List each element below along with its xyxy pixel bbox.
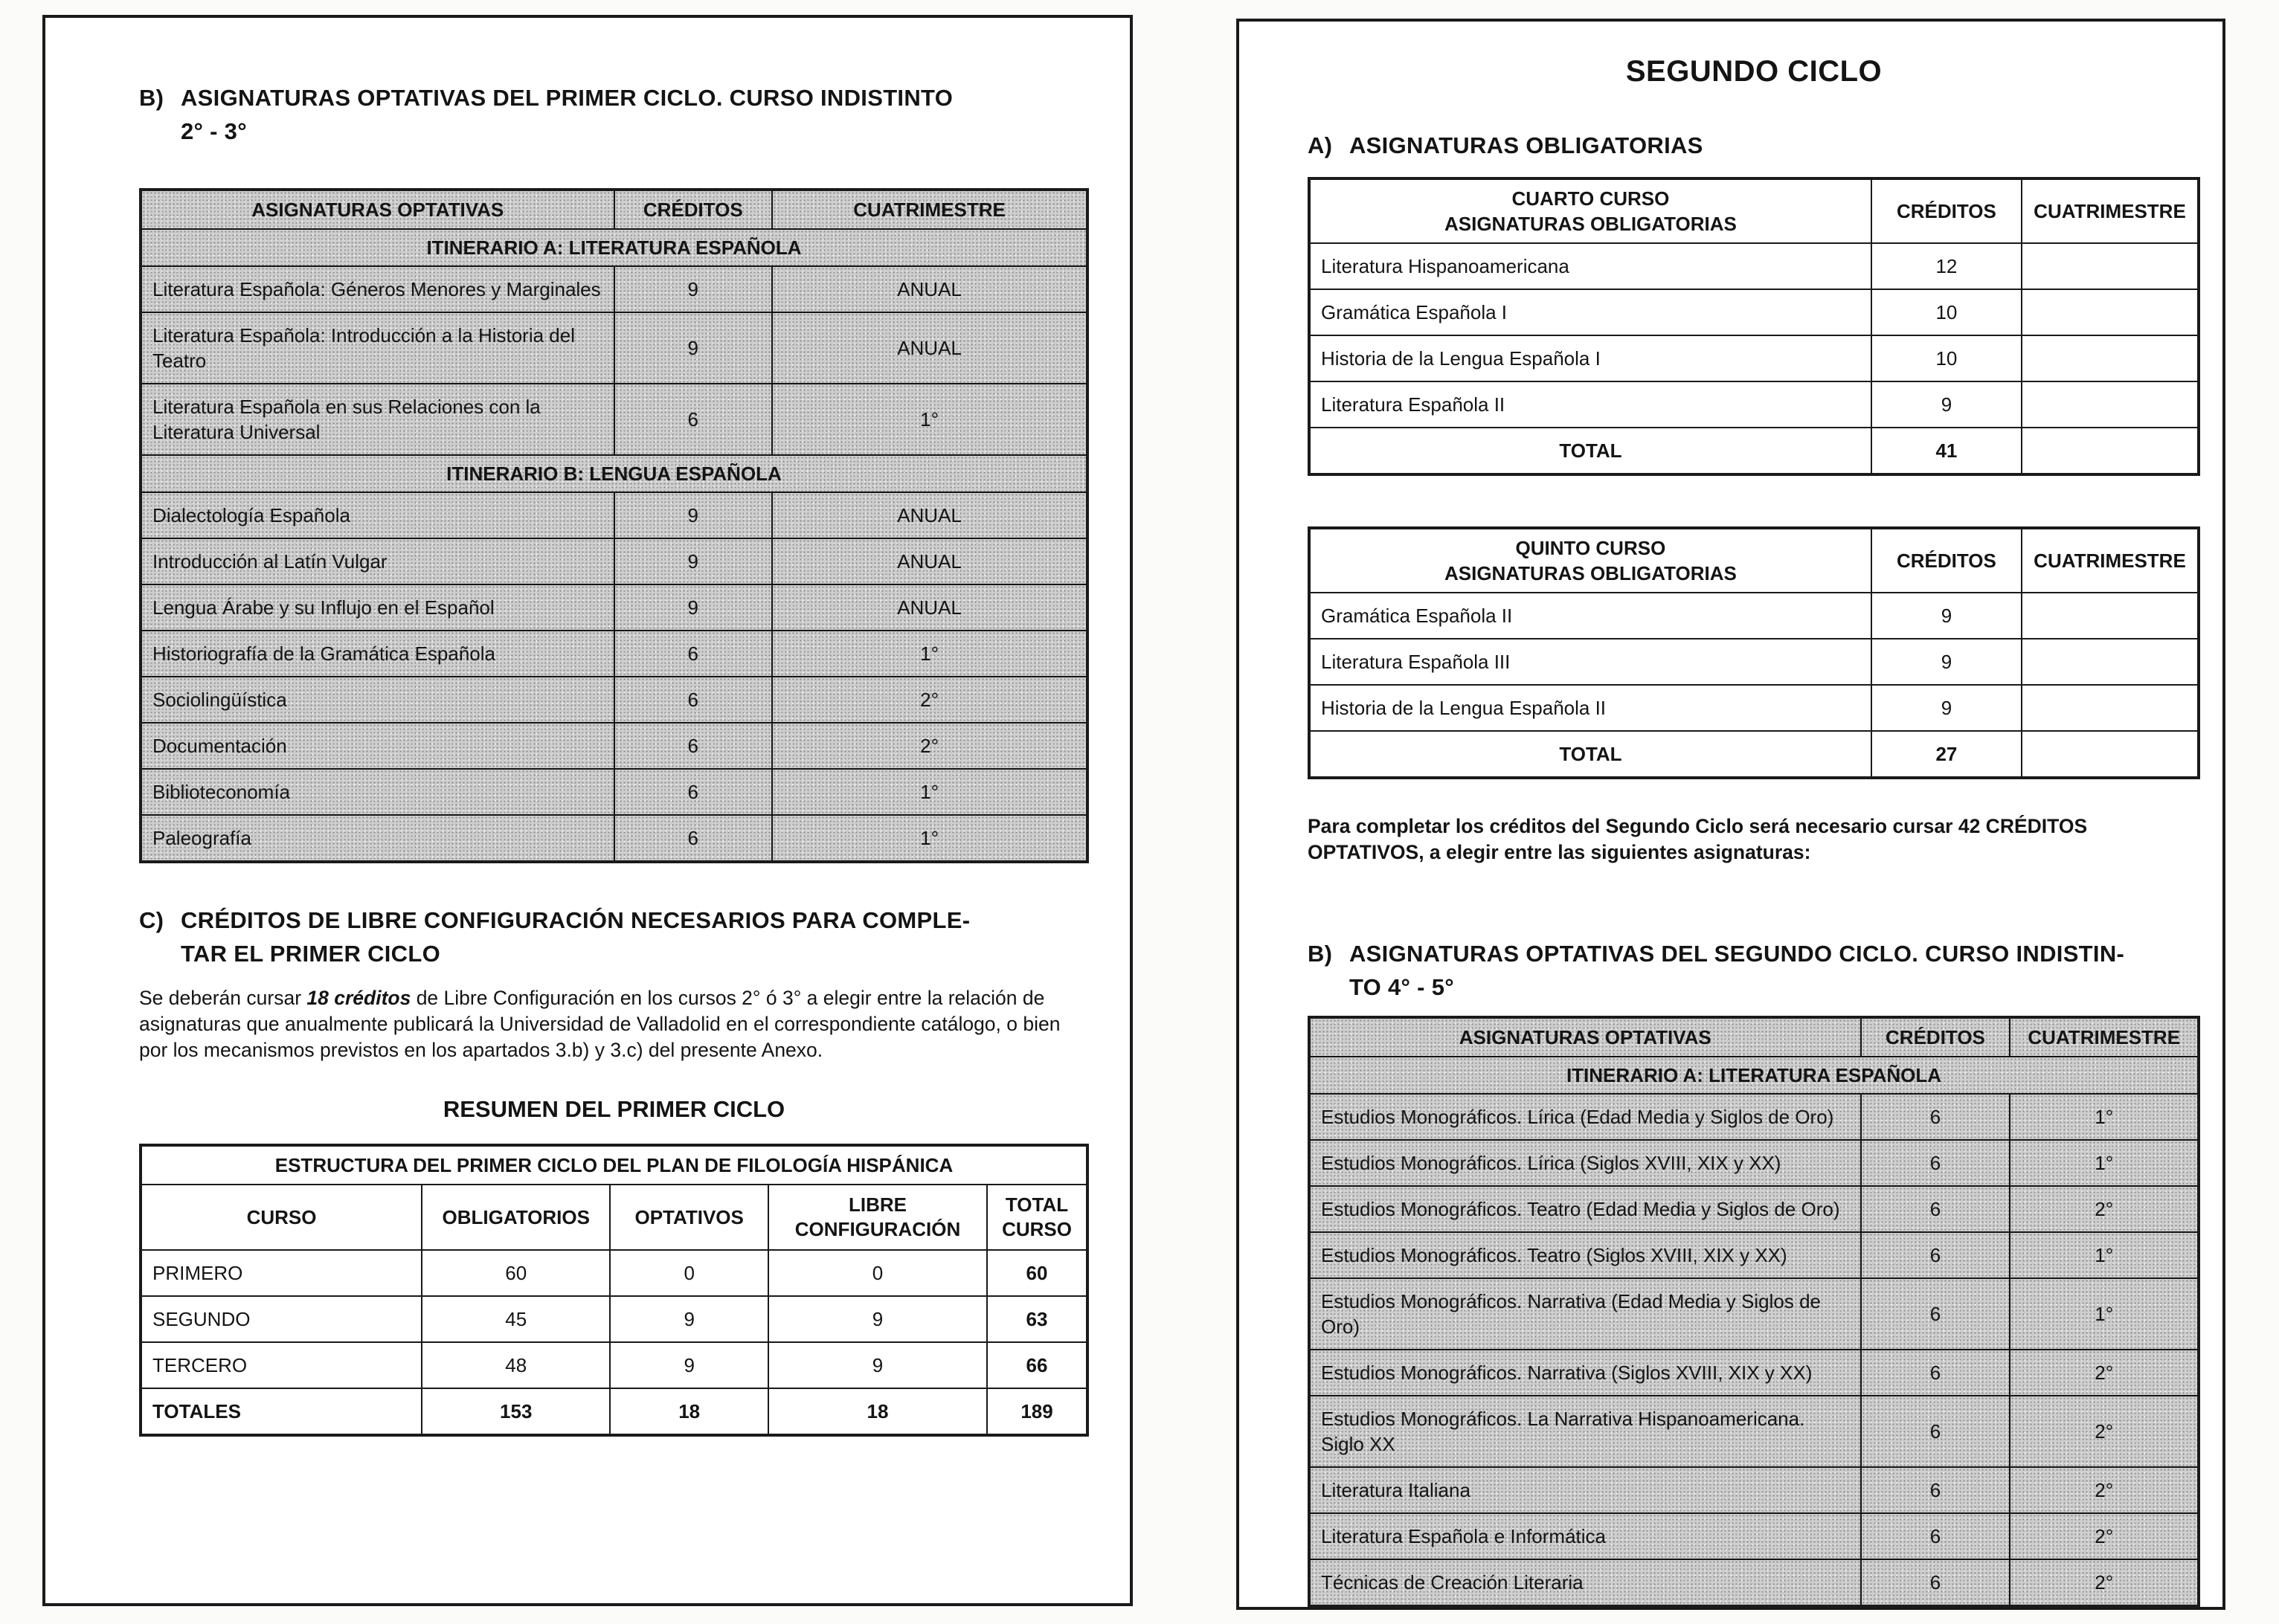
cuatrimestre-cell	[2022, 685, 2199, 731]
creditos-optativos-paragraph: Para completar los créditos del Segundo Ciclo será necesario cursar 42 CRÉDITOS OPTATIVOS, a elegir entre las siguientes asignaturas:	[1308, 815, 2088, 863]
cuarto-curso-table	[1308, 177, 2200, 476]
heading-prefix: B)	[139, 85, 164, 111]
obligatorios-cell: 153	[422, 1388, 610, 1435]
subject-cell: Literatura Italiana	[1309, 1467, 1861, 1513]
credits-cell: 6	[614, 631, 773, 677]
obligatorios-cell: 48	[422, 1342, 610, 1388]
paragraph-bold: 18 créditos	[306, 987, 411, 1009]
table-row	[141, 1296, 1087, 1342]
libre-configuracion-cell: 18	[768, 1388, 987, 1435]
col-header-cuatrimestre: CUATRIMESTRE	[2022, 528, 2199, 593]
header-line1: QUINTO CURSO	[1515, 537, 1666, 559]
cuatrimestre-cell: 1°	[2010, 1278, 2199, 1350]
total-row	[1309, 731, 2199, 778]
subject-cell: Estudios Monográficos. Teatro (Siglos XVIII, XIX y XX)	[1309, 1232, 1861, 1278]
cuatrimestre-cell	[2022, 731, 2199, 778]
heading-line2: TAR EL PRIMER CICLO	[181, 941, 441, 967]
section-header-row	[1309, 1057, 2199, 1094]
subject-cell: Historia de la Lengua Española II	[1309, 685, 1871, 731]
col-header-creditos: CRÉDITOS	[1871, 178, 2022, 243]
paragraph-post: de Libre Configuración en los cursos 2° ó 3° a elegir entre la relación de asignaturas que anualmente publicará la Universidad de Valladolid en el correspondiente catálogo, o bien por los mecanismos previstos en los apartados 3.b) y 3.c) del presente Anexo.	[139, 987, 1061, 1061]
cuatrimestre-cell: 1°	[2010, 1094, 2199, 1140]
cuatrimestre-cell: 1°	[2010, 1232, 2199, 1278]
table-row	[1309, 335, 2199, 381]
table-header-row	[1309, 528, 2199, 593]
col-header-curso: CURSO	[141, 1185, 422, 1250]
total-row	[1309, 428, 2199, 474]
subject-cell: Estudios Monográficos. Narrativa (Edad Media y Siglos de Oro)	[1309, 1278, 1861, 1350]
heading-prefix: A)	[1308, 132, 1333, 158]
subject-cell: Estudios Monográficos. Narrativa (Siglos XVIII, XIX y XX)	[1309, 1350, 1861, 1396]
table-row	[1309, 289, 2199, 335]
cuatrimestre-cell	[2022, 243, 2199, 289]
table-row	[1309, 1094, 2199, 1140]
credits-cell: 6	[1861, 1396, 2010, 1467]
table-row	[141, 677, 1087, 723]
heading-prefix: C)	[139, 907, 164, 933]
cuatrimestre-cell: ANUAL	[772, 266, 1087, 312]
subject-cell: Literatura Española III	[1309, 639, 1871, 685]
header-line2: ASIGNATURAS OBLIGATORIAS	[1444, 562, 1737, 584]
subject-cell: Documentación	[141, 723, 614, 769]
resumen-title: RESUMEN DEL PRIMER CICLO	[443, 1096, 785, 1122]
credits-cell: 10	[1871, 289, 2022, 335]
section-b-heading	[139, 81, 1089, 148]
col-header-cuatrimestre: CUATRIMESTRE	[2010, 1017, 2199, 1057]
cuatrimestre-cell: 2°	[2010, 1186, 2199, 1232]
table-row	[1309, 1513, 2199, 1559]
table-row	[141, 1342, 1087, 1388]
total-value-cell: 27	[1871, 731, 2022, 778]
cuatrimestre-cell	[2022, 639, 2199, 685]
heading-text: ASIGNATURAS OBLIGATORIAS	[1349, 132, 1703, 158]
cuatrimestre-cell: 2°	[2010, 1513, 2199, 1559]
credits-cell: 9	[614, 584, 773, 631]
credits-cell: 9	[1871, 381, 2022, 428]
table-header-row	[1309, 178, 2199, 243]
total-value-cell: 41	[1871, 428, 2022, 474]
subject-cell: Gramática Española I	[1309, 289, 1871, 335]
itinerario-a-title: ITINERARIO A: LITERATURA ESPAÑOLA	[1309, 1057, 2199, 1094]
subject-cell: Lengua Árabe y su Influjo en el Español	[141, 584, 614, 631]
libre-configuracion-cell: 9	[768, 1342, 987, 1388]
optativos-cell: 0	[610, 1250, 768, 1296]
libre-configuracion-cell: 0	[768, 1250, 987, 1296]
heading-text	[1349, 937, 2200, 1004]
resumen-table-title: ESTRUCTURA DEL PRIMER CICLO DEL PLAN DE FILOLOGÍA HISPÁNICA	[141, 1145, 1087, 1185]
cuatrimestre-cell: ANUAL	[772, 538, 1087, 584]
cuatrimestre-cell	[2022, 381, 2199, 428]
resumen-table	[139, 1144, 1089, 1437]
credits-cell: 9	[614, 266, 773, 312]
libre-configuracion-cell: 9	[768, 1296, 987, 1342]
cuatrimestre-cell: 1°	[772, 769, 1087, 815]
heading-text	[181, 903, 1089, 970]
table-row	[141, 312, 1087, 384]
heading-line1: ASIGNATURAS OPTATIVAS DEL PRIMER CICLO. CURSO INDISTINTO	[181, 85, 954, 111]
cuatrimestre-cell: 2°	[2010, 1467, 2199, 1513]
table-row	[141, 538, 1087, 584]
credits-cell: 6	[614, 384, 773, 455]
table-header-row	[141, 190, 1087, 229]
table-row	[141, 769, 1087, 815]
curso-cell: PRIMERO	[141, 1250, 422, 1296]
subject-cell: Estudios Monográficos. La Narrativa Hispanoamericana. Siglo XX	[1309, 1396, 1861, 1467]
col-header-cuatrimestre: CUATRIMESTRE	[772, 190, 1087, 229]
cuatrimestre-cell	[2022, 593, 2199, 639]
table-row	[141, 492, 1087, 538]
subject-cell: Estudios Monográficos. Lírica (Siglos XVIII, XIX y XX)	[1309, 1140, 1861, 1186]
page-left	[42, 15, 1133, 1606]
subject-cell: Literatura Española: Géneros Menores y Marginales	[141, 266, 614, 312]
credits-cell: 6	[1861, 1278, 2010, 1350]
cuatrimestre-cell: 1°	[2010, 1140, 2199, 1186]
section-header-row	[141, 455, 1087, 492]
cuatrimestre-cell: 2°	[2010, 1350, 2199, 1396]
optativos-cell: 18	[610, 1388, 768, 1435]
heading-line2: TO 4° - 5°	[1349, 974, 1454, 1000]
heading-line2: 2° - 3°	[181, 118, 247, 144]
subject-cell: Dialectología Española	[141, 492, 614, 538]
credits-cell: 6	[614, 723, 773, 769]
cuatrimestre-cell: 2°	[772, 723, 1087, 769]
heading-line1: ASIGNATURAS OPTATIVAS DEL SEGUNDO CICLO. CURSO INDISTIN-	[1349, 941, 2125, 967]
subject-cell: Literatura Hispanoamericana	[1309, 243, 1871, 289]
header-line1: CUARTO CURSO	[1511, 187, 1670, 210]
subject-cell: Historiografía de la Gramática Española	[141, 631, 614, 677]
segundo-ciclo-title: SEGUNDO CICLO	[1625, 55, 1883, 88]
credits-cell: 9	[1871, 685, 2022, 731]
subject-cell: Paleografía	[141, 815, 614, 862]
credits-cell: 6	[614, 677, 773, 723]
credits-cell: 6	[1861, 1467, 2010, 1513]
subject-cell: Estudios Monográficos. Lírica (Edad Media y Siglos de Oro)	[1309, 1094, 1861, 1140]
col-header-curso	[1309, 178, 1871, 243]
credits-cell: 9	[614, 312, 773, 384]
credits-cell: 6	[1861, 1559, 2010, 1606]
table-header-row	[141, 1185, 1087, 1250]
subject-cell: Biblioteconomía	[141, 769, 614, 815]
curso-cell: TOTALES	[141, 1388, 422, 1435]
cuatrimestre-cell: 1°	[772, 815, 1087, 862]
heading-line1: CRÉDITOS DE LIBRE CONFIGURACIÓN NECESARIOS PARA COMPLE-	[181, 907, 971, 933]
credits-cell: 6	[1861, 1350, 2010, 1396]
table-row	[1309, 1186, 2199, 1232]
cuatrimestre-cell: 1°	[772, 384, 1087, 455]
col-header-creditos: CRÉDITOS	[1871, 528, 2022, 593]
credits-cell: 6	[614, 815, 773, 862]
header-line2: ASIGNATURAS OBLIGATORIAS	[1444, 213, 1737, 235]
optativos-cell: 9	[610, 1342, 768, 1388]
credits-cell: 12	[1871, 243, 2022, 289]
credits-cell: 9	[614, 492, 773, 538]
table-row	[141, 384, 1087, 455]
table-row	[141, 584, 1087, 631]
subject-cell: Literatura Española en sus Relaciones con la Literatura Universal	[141, 384, 614, 455]
credits-cell: 9	[1871, 593, 2022, 639]
table-row	[141, 723, 1087, 769]
col-header-asignaturas: ASIGNATURAS OPTATIVAS	[1309, 1017, 1861, 1057]
table-row	[141, 815, 1087, 862]
total-cell: 60	[987, 1250, 1087, 1296]
optativas-segundo-ciclo-table	[1308, 1016, 2200, 1608]
table-row	[1309, 685, 2199, 731]
col-header-optativos: OPTATIVOS	[610, 1185, 768, 1250]
table-row	[1309, 639, 2199, 685]
libre-configuracion-paragraph	[139, 985, 1089, 1063]
cuatrimestre-cell	[2022, 335, 2199, 381]
optativas-primer-ciclo-table	[139, 188, 1089, 863]
total-cell: 66	[987, 1342, 1087, 1388]
cuatrimestre-cell: 2°	[2010, 1559, 2199, 1606]
cuatrimestre-cell	[2022, 428, 2199, 474]
section-c-heading	[139, 903, 1089, 970]
cuatrimestre-cell: ANUAL	[772, 492, 1087, 538]
cuatrimestre-cell: 2°	[772, 677, 1087, 723]
table-row	[1309, 1559, 2199, 1606]
cuatrimestre-cell: ANUAL	[772, 312, 1087, 384]
table-header-row	[1309, 1017, 2199, 1057]
col-header-libre-configuracion: LIBRE CONFIGURACIÓN	[768, 1185, 987, 1250]
subject-cell: Gramática Española II	[1309, 593, 1871, 639]
credits-cell: 6	[1861, 1232, 2010, 1278]
table-row	[141, 1250, 1087, 1296]
curso-cell: SEGUNDO	[141, 1296, 422, 1342]
credits-cell: 6	[1861, 1094, 2010, 1140]
table-row	[1309, 243, 2199, 289]
subject-cell: Historia de la Lengua Española I	[1309, 335, 1871, 381]
credits-cell: 6	[1861, 1513, 2010, 1559]
heading-text	[181, 81, 1089, 148]
total-cell: 189	[987, 1388, 1087, 1435]
table-title-row	[141, 1145, 1087, 1185]
credits-cell: 10	[1871, 335, 2022, 381]
totals-row	[141, 1388, 1087, 1435]
table-row	[141, 266, 1087, 312]
total-label-cell: TOTAL	[1309, 428, 1871, 474]
total-label-cell: TOTAL	[1309, 731, 1871, 778]
table-row	[1309, 593, 2199, 639]
total-cell: 63	[987, 1296, 1087, 1342]
credits-cell: 9	[614, 538, 773, 584]
subject-cell: Introducción al Latín Vulgar	[141, 538, 614, 584]
table-row	[1309, 381, 2199, 428]
quinto-curso-table	[1308, 526, 2200, 779]
table-row	[141, 631, 1087, 677]
itinerario-b-title: ITINERARIO B: LENGUA ESPAÑOLA	[141, 455, 1087, 492]
credits-cell: 6	[614, 769, 773, 815]
section-header-row	[141, 229, 1087, 266]
subject-cell: Literatura Española II	[1309, 381, 1871, 428]
optativos-cell: 9	[610, 1296, 768, 1342]
cuatrimestre-cell: 1°	[772, 631, 1087, 677]
paragraph-pre: Se deberán cursar	[139, 987, 307, 1009]
page-right	[1236, 19, 2225, 1610]
col-header-cuatrimestre: CUATRIMESTRE	[2022, 178, 2199, 243]
subject-cell: Literatura Española e Informática	[1309, 1513, 1861, 1559]
obligatorios-cell: 45	[422, 1296, 610, 1342]
cuatrimestre-cell	[2022, 289, 2199, 335]
heading-prefix: B)	[1308, 941, 1333, 967]
table-row	[1309, 1232, 2199, 1278]
itinerario-a-title: ITINERARIO A: LITERATURA ESPAÑOLA	[141, 229, 1087, 266]
col-header-creditos: CRÉDITOS	[1861, 1017, 2010, 1057]
cuatrimestre-cell: ANUAL	[772, 584, 1087, 631]
credits-cell: 6	[1861, 1186, 2010, 1232]
obligatorios-cell: 60	[422, 1250, 610, 1296]
subject-cell: Técnicas de Creación Literaria	[1309, 1559, 1861, 1606]
subject-cell: Sociolingüística	[141, 677, 614, 723]
section-b-heading	[1308, 937, 2200, 1004]
cuatrimestre-cell: 2°	[2010, 1396, 2199, 1467]
table-row	[1309, 1467, 2199, 1513]
subject-cell: Estudios Monográficos. Teatro (Edad Media y Siglos de Oro)	[1309, 1186, 1861, 1232]
col-header-asignaturas: ASIGNATURAS OPTATIVAS	[141, 190, 614, 229]
table-row	[1309, 1140, 2199, 1186]
col-header-curso	[1309, 528, 1871, 593]
subject-cell: Literatura Española: Introducción a la Historia del Teatro	[141, 312, 614, 384]
col-header-creditos: CRÉDITOS	[614, 190, 773, 229]
table-row	[1309, 1350, 2199, 1396]
curso-cell: TERCERO	[141, 1342, 422, 1388]
table-row	[1309, 1278, 2199, 1350]
col-header-obligatorios: OBLIGATORIOS	[422, 1185, 610, 1250]
credits-cell: 6	[1861, 1140, 2010, 1186]
table-row	[1309, 1396, 2199, 1467]
credits-cell: 9	[1871, 639, 2022, 685]
section-a-heading	[1308, 129, 2200, 162]
col-header-total-curso: TOTAL CURSO	[987, 1185, 1087, 1250]
